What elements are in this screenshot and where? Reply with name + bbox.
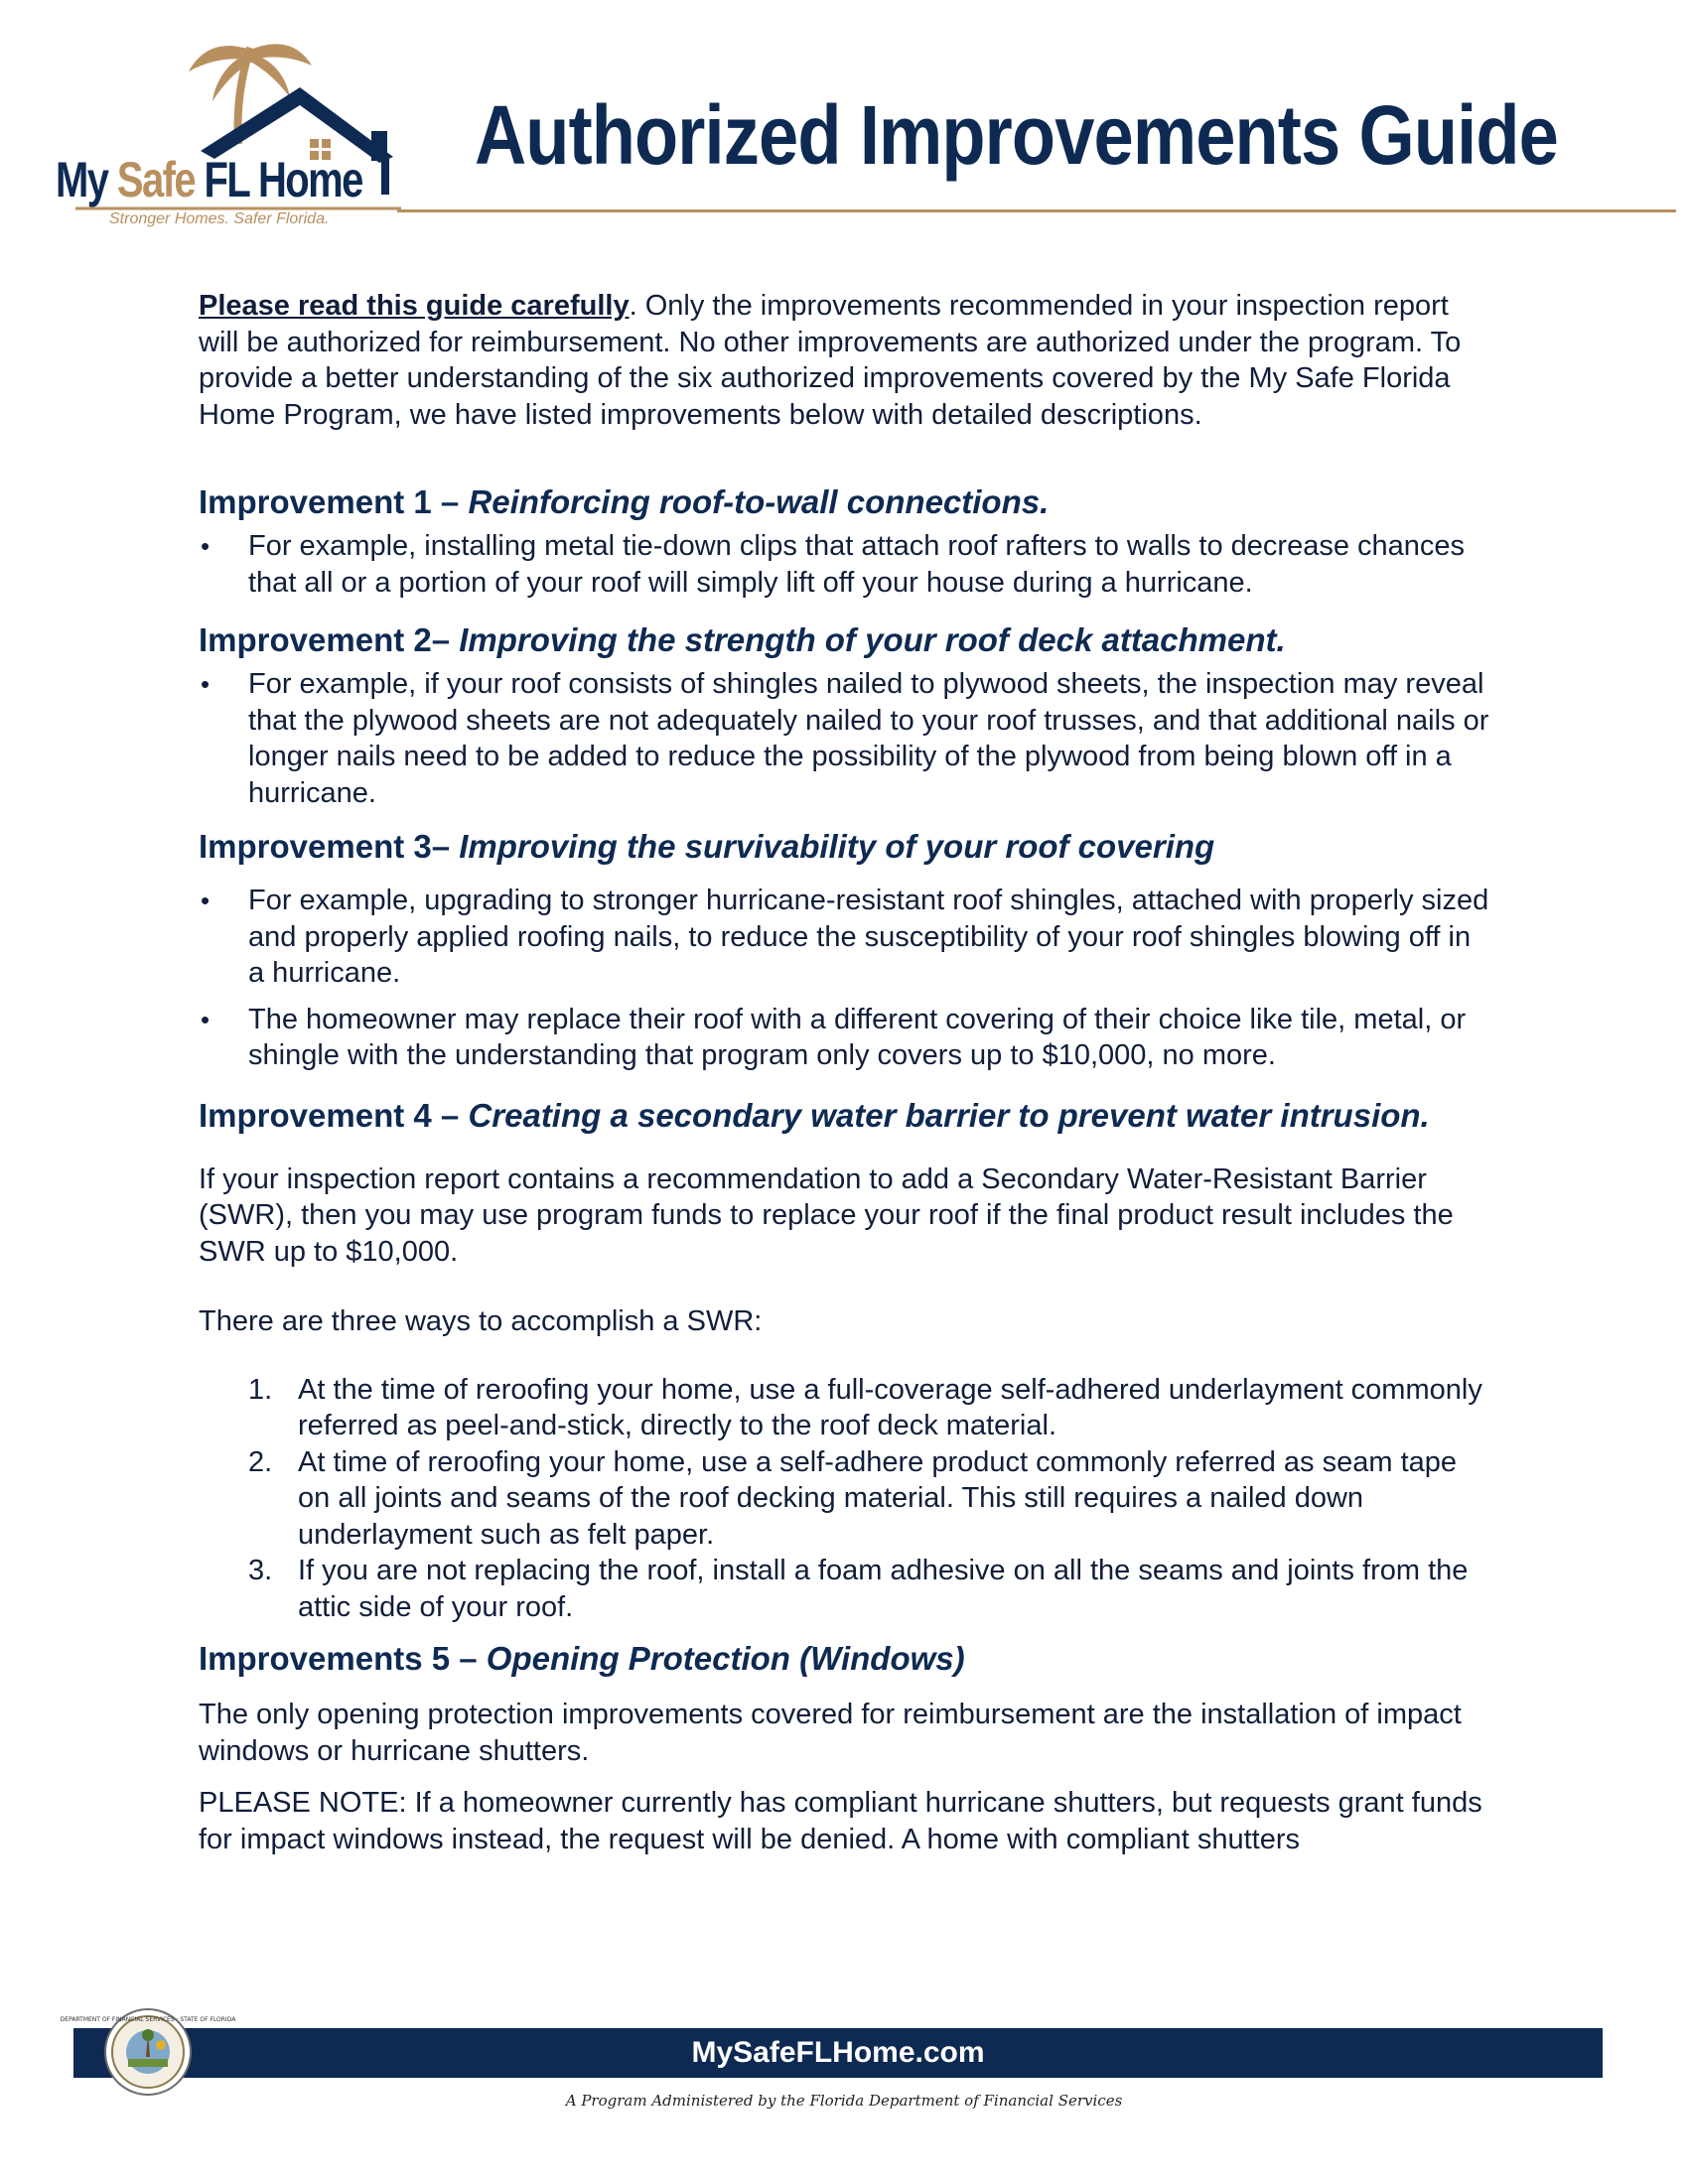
- list-item: • The homeowner may replace their roof with a different covering of their choice like tile, metal, or shingle with the understanding that program only covers up to $10,000, no more.: [201, 1003, 1467, 1071]
- intro-paragraph: [199, 288, 1489, 433]
- dfs-seal-icon: [60, 2007, 236, 2097]
- improvement-3-heading: Improvement 3– Improving the survivability of your roof covering: [199, 828, 1215, 865]
- improvement-4-heading: Improvement 4 – Creating a secondary water barrier to prevent water intrusion.: [199, 1096, 1430, 1134]
- swr-steps: [199, 1372, 1489, 1626]
- bullet-icon: •: [201, 886, 211, 915]
- improvement-5-paragraph: The only opening protection improvements covered for reimbursement are the installation of impact windows or hurricane shutters.: [199, 1699, 1462, 1767]
- list-item: 2. At time of reroofing your home, use a self-adhere product commonly referred as seam tape on all joints and seams of the roof decking material. This still requires a nailed down underlayment such as felt paper.: [248, 1445, 1458, 1551]
- improvement-3-bullets: [199, 883, 1489, 1074]
- list-item: • For example, installing metal tie-down clips that attach roof rafters to walls to decrease chances that all or a portion of your roof will simply lift off your house during a hurricane.: [201, 530, 1466, 599]
- footer-note: A Program Administered by the Florida Department of Financial Services: [565, 2092, 1123, 2110]
- improvement-1-heading: Improvement 1 – Reinforcing roof-to-wall connections.: [199, 483, 1050, 520]
- logo-wordmark: My Safe FL Home: [56, 152, 362, 207]
- seal-text: DEPARTMENT OF FINANCIAL SERVICES · STATE OF FLORIDA: [60, 2016, 236, 2023]
- improvement-1-bullets: [199, 528, 1489, 601]
- improvement-5-heading: Improvements 5 – Opening Protection (Windows): [199, 1640, 965, 1677]
- my-safe-fl-home-logo: [52, 40, 409, 238]
- improvement-4-paragraph: If your inspection report contains a recommendation to add a Secondary Water-Resistant Barrier (SWR), then you may use program funds to replace your roof if the final product result includes the SWR up to $10,000.: [199, 1162, 1454, 1268]
- bullet-icon: •: [201, 1004, 211, 1034]
- title-divider: [397, 209, 1676, 212]
- document-body: [199, 288, 1489, 1857]
- swr-intro: There are three ways to accomplish a SWR:: [199, 1305, 763, 1337]
- palm-house-icon: [52, 40, 409, 238]
- improvement-2-heading: Improvement 2– Improving the strength of your roof deck attachment.: [199, 621, 1286, 658]
- list-item: • For example, if your roof consists of shingles nailed to plywood sheets, the inspection may reveal that the plywood sheets are not adequately nailed to your roof trusses, and that additional nails or longer nails need to be added to reduce the possibility of the plywood from being blown off in a hurricane.: [201, 668, 1489, 809]
- list-item: 1. At the time of reroofing your home, use a full-coverage self-adhered underlayment commonly referred as peel-and-stick, directly to the roof deck material.: [248, 1373, 1482, 1441]
- bullet-icon: •: [201, 531, 211, 561]
- bullet-icon: •: [201, 669, 211, 699]
- list-item: 3. If you are not replacing the roof, install a foam adhesive on all the seams and joints from the attic side of your roof.: [248, 1555, 1469, 1623]
- please-note-paragraph: PLEASE NOTE: If a homeowner currently has compliant hurricane shutters, but requests grant funds for impact windows instead, the request will be denied. A home with compliant shutters: [199, 1787, 1482, 1855]
- footer-website-link[interactable]: MySafeFLHome.com: [691, 2036, 985, 2069]
- footer-bar: [73, 2028, 1603, 2078]
- page-title: Authorized Improvements Guide: [475, 88, 1558, 182]
- intro-text: . Only the improvements recommended in your inspection report will be authorized for reimbursement. No other improvements are authorized under the program. To provide a better understanding of the six authorized improvements covered by the My Safe Florida Home Program, we have listed improvements below with detailed descriptions.: [199, 290, 1462, 431]
- logo-tagline: Stronger Homes. Safer Florida.: [109, 210, 330, 227]
- list-item: • For example, upgrading to stronger hurricane-resistant roof shingles, attached with properly sized and properly applied roofing nails, to reduce the susceptibility of your roof shingles blowing off in a hurricane.: [201, 885, 1489, 989]
- intro-lead: Please read this guide carefully: [199, 290, 630, 322]
- improvement-2-bullets: [199, 666, 1489, 811]
